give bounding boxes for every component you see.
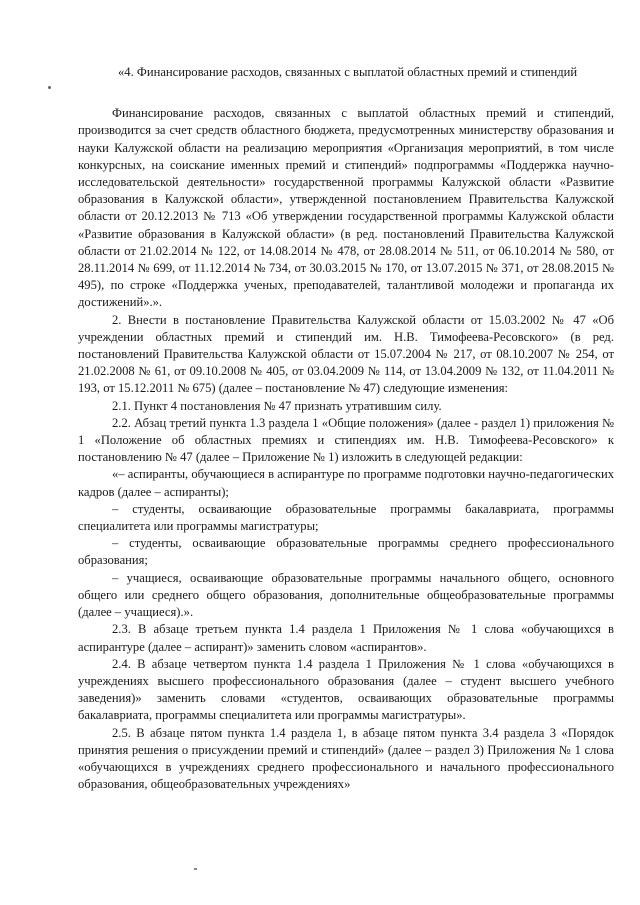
scan-speck bbox=[48, 86, 51, 89]
paragraph-item-2-4: 2.4. В абзаце четвертом пункта 1.4 раздела 1 Приложения № 1 слова «обучающихся в учреждениях высшего профессионального образования (далее – студент высшего учебного заведения)» заменить словами «студентов, осваивающих образовательные программы бакалавриата, программы специалитета или программы магистратуры». bbox=[78, 656, 614, 723]
paragraph-item-2-2: 2.2. Абзац третий пункта 1.3 раздела 1 «Общие положения» (далее - раздел 1) приложения № 1 «Положение об областных премиях и стипендиях им. Н.В. Тимофеева-Ресовского» к постановлению № 47 (далее – Приложение № 1) изложить в следующей редакции: bbox=[78, 415, 614, 465]
section-heading: «4. Финансирование расходов, связанных с выплатой областных премий и стипендий bbox=[118, 65, 578, 79]
list-item-aspirants: «– аспиранты, обучающиеся в аспирантуре по программе подготовки научно-педагогических кадров (далее – аспиранты); bbox=[78, 467, 614, 499]
paragraph-item-2-5: 2.5. В абзаце пятом пункта 1.4 раздела 1, в абзаце пятом пункта 3.4 раздела 3 «Порядок принятия решения о присуждении премий и стипендий» (далее – раздел 3) Приложения № 1 слова «обучающихся в учреждениях среднего профессионального и начального профессионального образования, общеобразовательных учреждениях» bbox=[78, 725, 614, 792]
spacer bbox=[78, 81, 614, 105]
list-item-pupils: – учащиеся, осваивающие образовательные программы начального общего, основного общего или среднего общего образования, дополнительные общеобразовательные программы (далее – учащиеся).». bbox=[78, 570, 614, 620]
paragraph-item-2: 2. Внести в постановление Правительства Калужской области от 15.03.2002 № 47 «Об учреждении областных премий и стипендий им. Н.В. Тимофеева-Ресовского» (в ред. постановлений Правительства Калужской области от 15.07.2004 № 217, от 08.10.2007 № 254, от 21.02.2008 № 61, от 09.10.2008 № 405, от 03.04.2009 № 114, от 13.04.2009 № 132, от 11.04.2011 № 193, от 15.12.2011 № 675) (далее – постановление № 47) следующие изменения: bbox=[78, 312, 614, 396]
list-item-students-higher: – студенты, осваивающие образовательные программы бакалавриата, программы специалитета или программы магистратуры; bbox=[78, 501, 614, 534]
paragraph-item-2-1: 2.1. Пункт 4 постановления № 47 признать утратившим силу. bbox=[112, 398, 442, 413]
list-item-students-secondary: – студенты, осваивающие образовательные программы среднего профессионального образования; bbox=[78, 536, 614, 568]
scan-speck bbox=[194, 868, 197, 870]
document-body bbox=[78, 64, 614, 793]
paragraph-financing: Финансирование расходов, связанных с выплатой областных премий и стипендий, производится за счет средств областного бюджета, предусмотренных министерству образования и науки Калужской области на реализацию мероприятия «Организация мероприятий, в том числе конкурсных, на соискание именных премий и стипендий» подпрограммы «Поддержка научно-исследовательской деятельности» государственной программы Калужской области «Развитие образования в Калужской области», утвержденной постановлением Правительства Калужской области от 20.12.2013 № 713 «Об утверждении государственной программы Калужской области «Развитие образования в Калужской области» (в ред. постановлений Правительства Калужской области от 21.02.2014 № 122, от 14.08.2014 № 478, от 28.08.2014 № 511, от 06.10.2014 № 580, от 28.11.2014 № 699, от 11.12.2014 № 734, от 30.03.2015 № 170, от 13.07.2015 № 371, от 28.08.2015 № 495), по строке «Поддержка ученых, преподавателей, талантливой молодежи и пропаганда их достижений».». bbox=[78, 106, 614, 310]
paragraph-item-2-3: 2.3. В абзаце третьем пункта 1.4 раздела 1 Приложения № 1 слова «обучающихся в аспирантуре (далее – аспирант)» заменить словом «аспирантов». bbox=[78, 622, 614, 654]
